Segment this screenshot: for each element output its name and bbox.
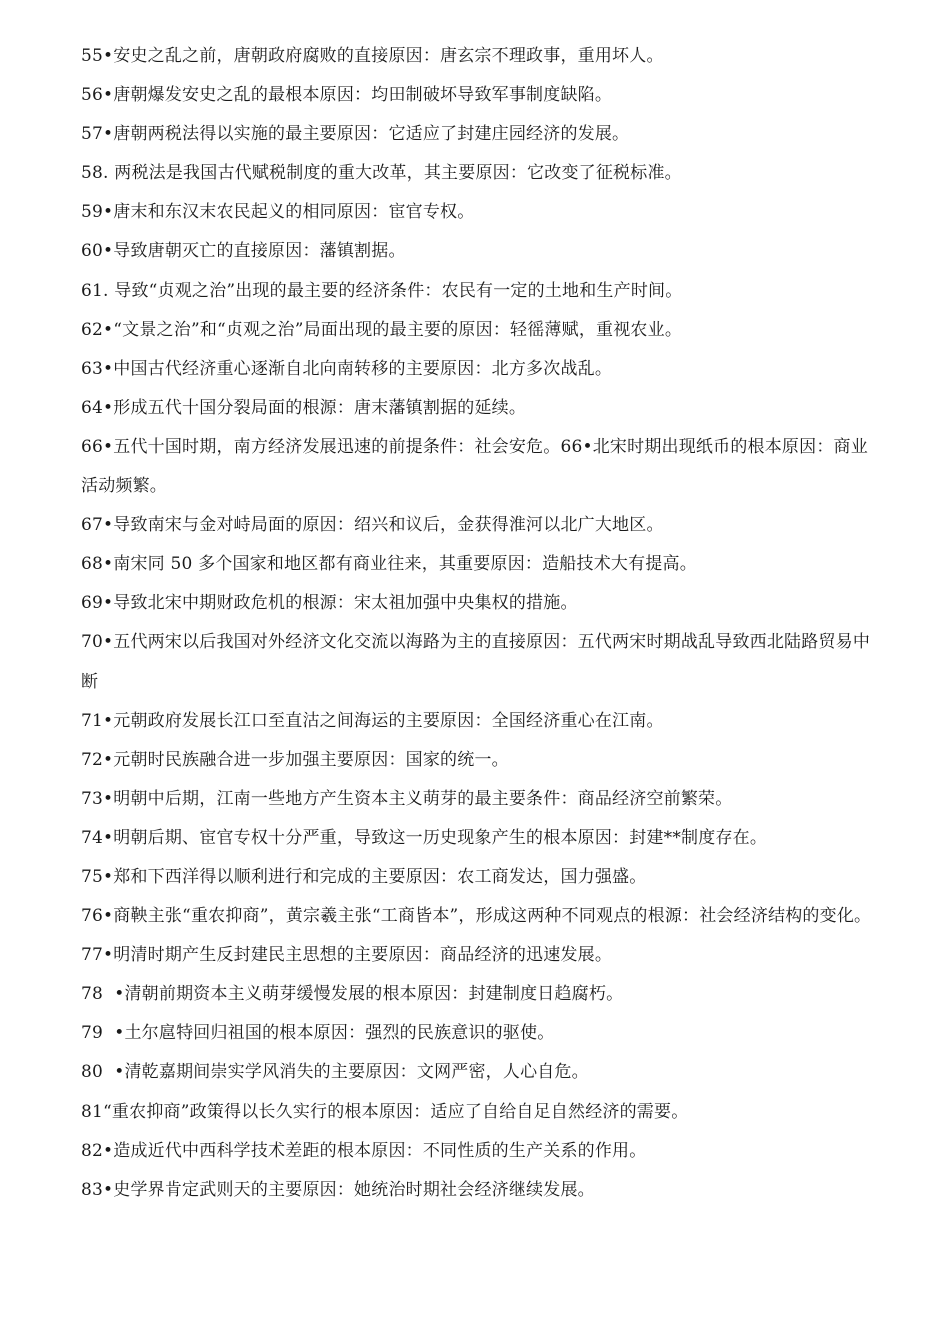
- paragraph-66: 66•五代十国时期，南方经济发展迅速的前提条件：社会安危。66•北宋时期出现纸币的根本原因：商业活动频繁。: [81, 436, 868, 497]
- paragraph-73: 73•明朝中后期，江南一些地方产生资本主义萌芽的最主要条件：商品经济空前繁荣。: [81, 788, 733, 809]
- paragraph-76: 76•商鞅主张“重农抑商”，黄宗羲主张“工商皆本”，形成这两种不同观点的根源：社会经济结构的变化。: [81, 906, 872, 927]
- document-body: [81, 37, 876, 1210]
- paragraph-81: 81“重农抑商”政策得以长久实行的根本原因：适应了自给自足自然经济的需要。: [81, 1101, 689, 1122]
- paragraph-60: 60•导致唐朝灭亡的直接原因：藩镇割据。: [81, 241, 406, 262]
- paragraph-58: 58. 两税法是我国古代赋税制度的重大改革，其主要原因：它改变了征税标准。: [81, 163, 682, 184]
- paragraph-64: 64•形成五代十国分裂局面的根源：唐末藩镇割据的延续。: [81, 397, 527, 418]
- paragraph-67: 67•导致南宋与金对峙局面的原因：绍兴和议后，金获得淮河以北广大地区。: [81, 515, 664, 536]
- paragraph-72: 72•元朝时民族融合进一步加强主要原因：国家的统一。: [81, 749, 509, 770]
- paragraph-77: 77•明清时期产生反封建民主思想的主要原因：商品经济的迅速发展。: [81, 945, 613, 966]
- paragraph-71: 71•元朝政府发展长江口至直沽之间海运的主要原因：全国经济重心在江南。: [81, 710, 664, 731]
- paragraph-78: 78 •清朝前期资本主义萌芽缓慢发展的根本原因：封建制度日趋腐朽。: [81, 984, 624, 1005]
- paragraph-61: 61. 导致“贞观之治”出现的最主要的经济条件：农民有一定的土地和生产时间。: [81, 280, 683, 301]
- paragraph-80: 80 •清乾嘉期间崇实学风消失的主要原因：文网严密，人心自危。: [81, 1062, 589, 1083]
- paragraph-57: 57•唐朝两税法得以实施的最主要原因：它适应了封建庄园经济的发展。: [81, 124, 630, 145]
- paragraph-79: 79 •土尔扈特回归祖国的根本原因：强烈的民族意识的驱使。: [81, 1023, 555, 1044]
- paragraph-55: 55•安史之乱之前，唐朝政府腐败的直接原因：唐玄宗不理政事，重用坏人。: [81, 46, 664, 66]
- paragraph-68: 68•南宋同 50 多个国家和地区都有商业往来，其重要原因：造船技术大有提高。: [81, 554, 697, 575]
- paragraph-56: 56•唐朝爆发安史之乱的最根本原因：均田制破坏导致军事制度缺陷。: [81, 85, 613, 106]
- paragraph-75: 75•郑和下西洋得以顺利进行和完成的主要原因：农工商发达，国力强盛。: [81, 866, 647, 887]
- paragraph-83: 83•史学界肯定武则天的主要原因：她统治时期社会经济继续发展。: [81, 1179, 595, 1200]
- paragraph-74: 74•明朝后期、宦官专权十分严重，导致这一历史现象产生的根本原因：封建**制度存在。: [81, 827, 768, 848]
- paragraph-63: 63•中国古代经济重心逐渐自北向南转移的主要原因：北方多次战乱。: [81, 358, 613, 379]
- paragraph-70: 70•五代两宋以后我国对外经济文化交流以海路为主的直接原因：五代两宋时期战乱导致西北陆路贸易中断: [81, 632, 871, 692]
- paragraph-59: 59•唐末和东汉末农民起义的相同原因：宦官专权。: [81, 202, 475, 223]
- paragraph-62: 62•“文景之治”和“贞观之治”局面出现的最主要的原因：轻徭薄赋，重视农业。: [81, 319, 683, 340]
- paragraph-82: 82•造成近代中西科学技术差距的根本原因：不同性质的生产关系的作用。: [81, 1140, 647, 1161]
- paragraph-69: 69•导致北宋中期财政危机的根源：宋太祖加强中央集权的措施。: [81, 593, 578, 614]
